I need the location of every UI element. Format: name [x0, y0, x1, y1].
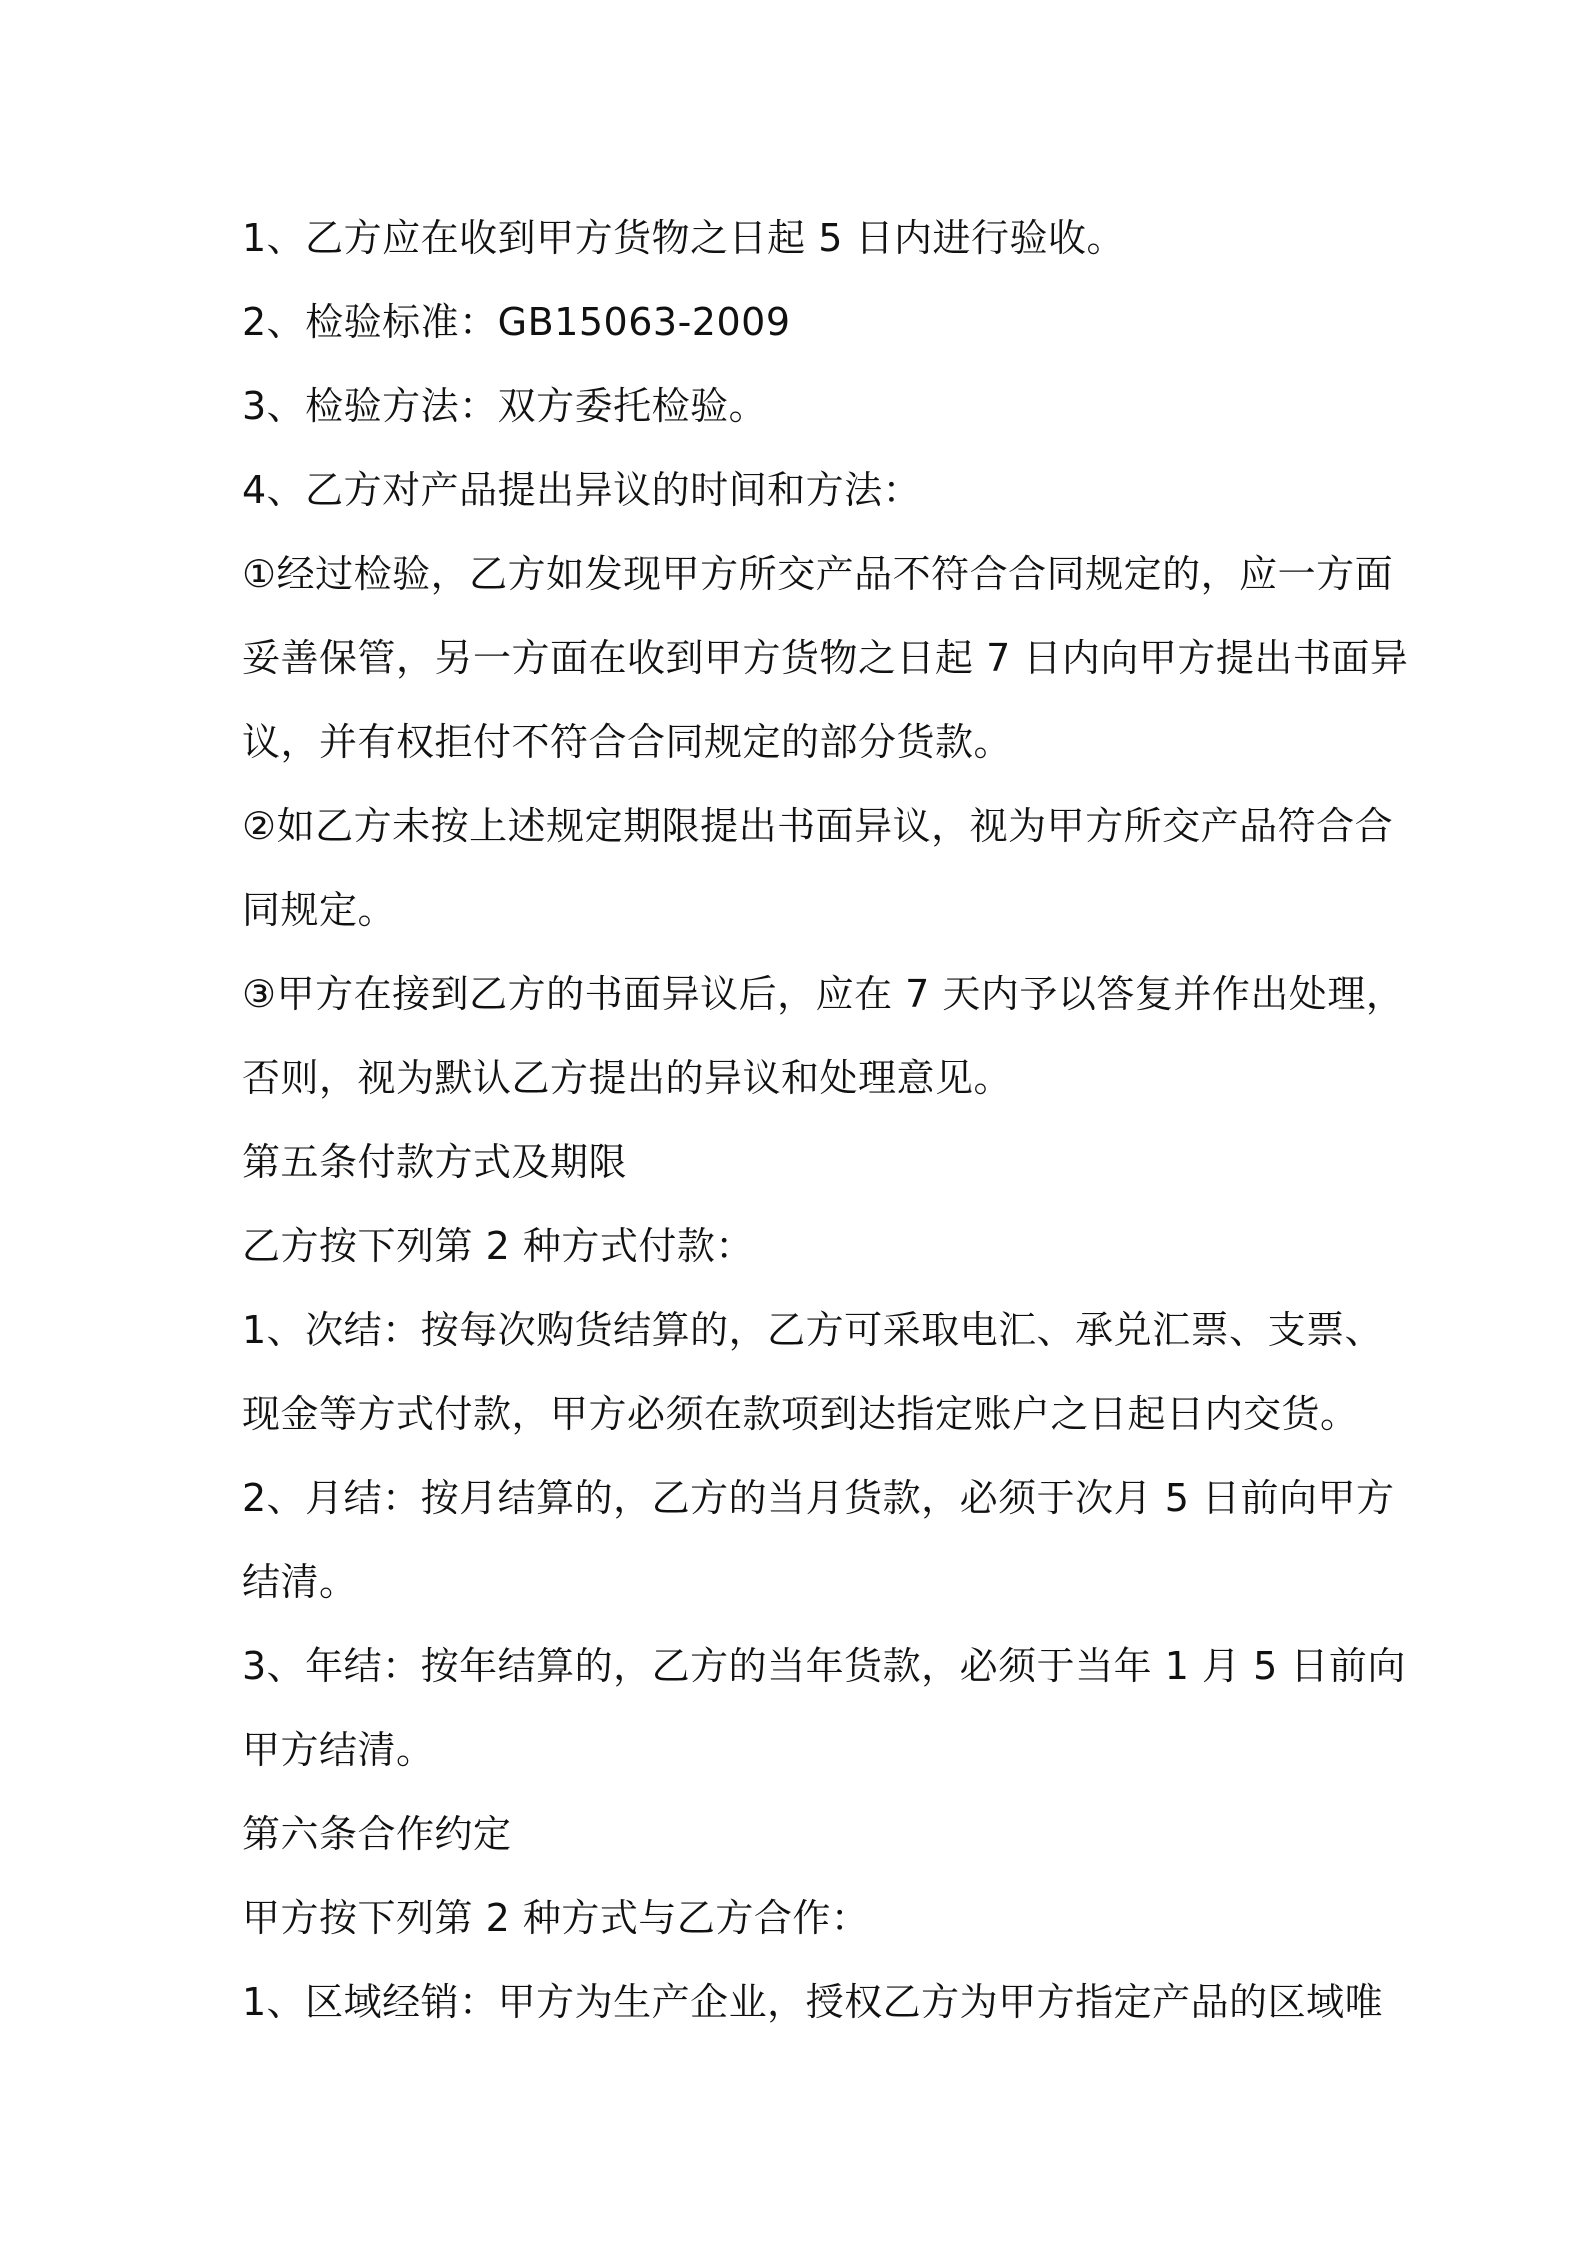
text-line: 3、检验方法：双方委托检验。 [242, 384, 768, 428]
text-line: 甲方按下列第 2 种方式与乙方合作： [242, 1896, 870, 1940]
section-heading: 第五条付款方式及期限 [242, 1140, 628, 1184]
text-line: 否则，视为默认乙方提出的异议和处理意见。 [242, 1056, 1013, 1100]
text-line: 2、月结：按月结算的，乙方的当月货款，必须于次月 5 日前向甲方 [242, 1476, 1395, 1520]
text-line: 1、乙方应在收到甲方货物之日起 5 日内进行验收。 [242, 216, 1126, 260]
section-heading: 第六条合作约定 [242, 1812, 512, 1856]
text-line: 甲方结清。 [242, 1728, 435, 1772]
text-line: ①经过检验，乙方如发现甲方所交产品不符合合同规定的，应一方面 [242, 552, 1394, 596]
text-line: 3、年结：按年结算的，乙方的当年货款，必须于当年 1 月 5 日前向 [242, 1644, 1406, 1688]
text-line: 1、区域经销：甲方为生产企业，授权乙方为甲方指定产品的区域唯 [242, 1980, 1384, 2024]
text-line: 结清。 [242, 1560, 358, 1604]
text-line: 议，并有权拒付不符合合同规定的部分货款。 [242, 720, 1013, 764]
text-line: 1、次结：按每次购货结算的，乙方可采取电汇、承兑汇票、支票、 [242, 1308, 1384, 1352]
text-line: ③甲方在接到乙方的书面异议后，应在 7 天内予以答复并作出处理， [242, 972, 1405, 1016]
text-line: 妥善保管，另一方面在收到甲方货物之日起 7 日内向甲方提出书面异 [242, 636, 1409, 680]
text-line: ②如乙方未按上述规定期限提出书面异议，视为甲方所交产品符合合 [242, 804, 1394, 848]
text-line: 乙方按下列第 2 种方式付款： [242, 1224, 754, 1268]
document-body [242, 196, 1409, 2044]
text-line: 4、乙方对产品提出异议的时间和方法： [242, 468, 922, 512]
text-line: 现金等方式付款，甲方必须在款项到达指定账户之日起日内交货。 [242, 1392, 1359, 1436]
text-line: 2、检验标准：GB15063-2009 [242, 300, 791, 344]
text-line: 同规定。 [242, 888, 397, 932]
